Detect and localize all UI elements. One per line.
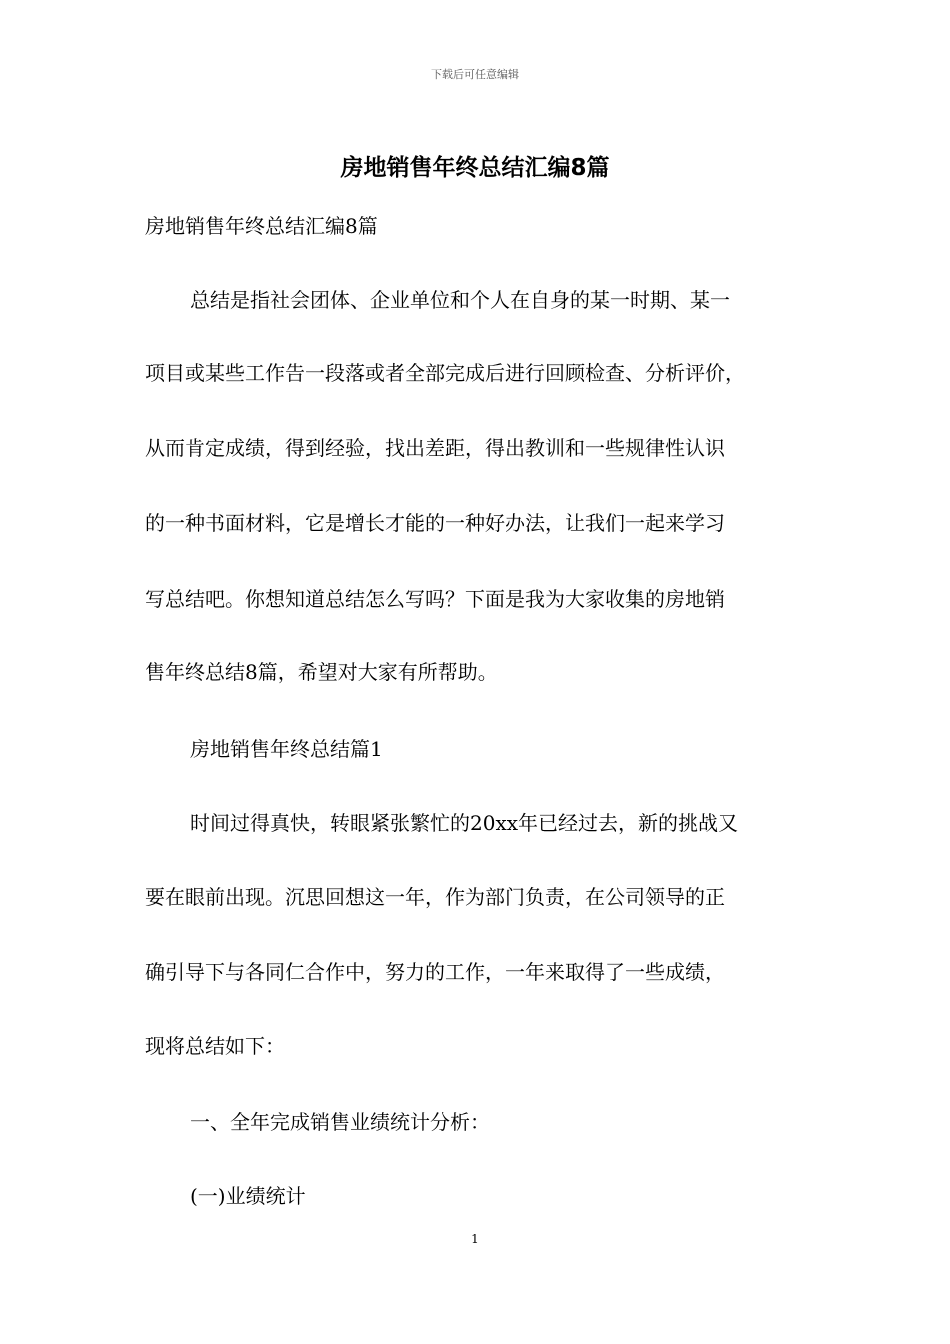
intro-line-2: 项目或某些工作告一段落或者全部完成后进行回顾检查、分析评价， — [145, 361, 745, 385]
intro-line-1: 总结是指社会团体、企业单位和个人在自身的某一时期、某一 — [190, 288, 730, 312]
section-heading: 房地销售年终总结篇1 — [190, 737, 383, 761]
body-line-3: 确引导下与各同仁合作中，努力的工作，一年来取得了一些成绩， — [145, 960, 725, 984]
intro-line-5: 写总结吧。你想知道总结怎么写吗？下面是我为大家收集的房地销 — [145, 587, 725, 611]
subheading-sales-analysis: 一、全年完成销售业绩统计分析： — [190, 1110, 490, 1134]
document-title: 房地销售年终总结汇编8篇 — [340, 155, 610, 181]
page-number: 1 — [471, 1232, 479, 1246]
document-subtitle: 房地销售年终总结汇编8篇 — [145, 214, 378, 238]
body-line-2: 要在眼前出现。沉思回想这一年，作为部门负责，在公司领导的正 — [145, 885, 725, 909]
page-header-note: 下载后可任意编辑 — [431, 68, 519, 81]
intro-line-6: 售年终总结8篇，希望对大家有所帮助。 — [145, 660, 498, 684]
subheading-performance-stats: (一)业绩统计 — [190, 1184, 306, 1208]
intro-line-4: 的一种书面材料，它是增长才能的一种好办法，让我们一起来学习 — [145, 511, 725, 535]
body-line-1: 时间过得真快，转眼紧张繁忙的20xx年已经过去，新的挑战又 — [190, 811, 739, 835]
body-line-4: 现将总结如下： — [145, 1034, 285, 1058]
intro-line-3: 从而肯定成绩，得到经验，找出差距，得出教训和一些规律性认识 — [145, 436, 725, 460]
